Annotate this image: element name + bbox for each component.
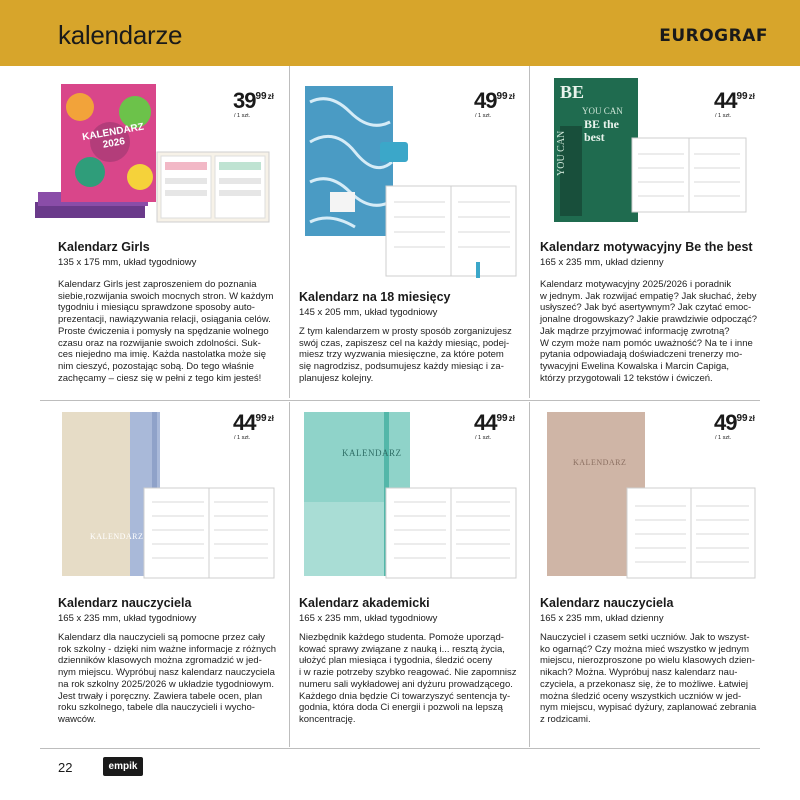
product-description	[540, 279, 765, 384]
cover-text: KALENDARZ	[573, 458, 627, 467]
desc-line: na rok szkolny 2025/2026 w układzie tygodniowym.	[58, 678, 274, 690]
product-title: Kalendarz Girls	[58, 240, 150, 254]
desc-line: Kalendarz motywacyjny 2025/2026 i poradnik	[540, 279, 732, 290]
cover-word: YOU CAN	[556, 130, 567, 176]
column-divider	[289, 66, 290, 398]
product-spec: 165 x 235 mm, układ tygodniowy	[58, 613, 197, 624]
page-header	[0, 0, 800, 66]
product-spec: 165 x 235 mm, układ dzienny	[540, 257, 664, 268]
product-title: Kalendarz na 18 miesięcy	[299, 290, 451, 304]
desc-line: jonalne drogowskazy? Jakie prawdziwie odpocząć?	[540, 314, 758, 326]
price-currency: zł	[267, 92, 274, 101]
page-title: kalendarze	[58, 20, 183, 50]
desc-line: Kalendarz Girls jest zaproszeniem do poznania	[58, 279, 257, 290]
price-unit: / 1 szt.	[234, 435, 251, 441]
desc-line: i w razie potrzeby szybko reagować. Nie zapomnisz	[299, 667, 517, 679]
desc-line: koncentrację.	[299, 713, 356, 725]
cover-text: KALENDARZ	[90, 532, 144, 541]
desc-line: czyciela, a przekonasz się, że to możliwe. Łatwiej	[540, 678, 749, 690]
desc-line: którzy przygotowali 12 tekstów i ćwiczeń.	[540, 372, 713, 384]
desc-line: dzienników klasowych można zgromadzić w jed-	[58, 655, 262, 667]
desc-line: ko ogarnąć? Czy można mieć wszystko w jednym	[540, 643, 750, 655]
product-title: Kalendarz nauczyciela	[58, 596, 192, 610]
product-title: Kalendarz akademicki	[299, 596, 430, 610]
price-currency: zł	[267, 414, 274, 423]
price-integer: 44	[474, 410, 497, 435]
price-tag	[233, 412, 274, 442]
price-tag	[474, 90, 515, 120]
product-description	[58, 279, 278, 384]
price-currency: zł	[508, 414, 515, 423]
cover-word: BE	[560, 82, 585, 102]
price-integer: 49	[474, 88, 497, 113]
price-integer: 49	[714, 410, 737, 435]
desc-line: w jednym. Jak rozwijać empatię? Jak słuchać, żeby	[540, 290, 757, 302]
desc-line: Jest trwały i poręczny. Zawiera tabele ocen, plan	[58, 690, 263, 702]
product-spec: 165 x 235 mm, układ tygodniowy	[299, 613, 438, 624]
desc-line: wawców.	[58, 713, 97, 725]
price-integer: 44	[233, 410, 256, 435]
cover-word: YOU CAN	[582, 106, 623, 116]
product-description	[299, 632, 524, 726]
desc-line: nym miejscu, wypisać dyżury, zaplanować zebrania	[540, 702, 757, 714]
desc-line: Z tym kalendarzem w prosty sposób zorganizujesz	[299, 326, 512, 337]
price-tag	[714, 90, 755, 120]
cover-text: KALENDARZ	[342, 448, 402, 458]
desc-line: można śledzić oceny wszystkich uczniów w jed-	[540, 690, 742, 702]
desc-line: kować sprawy związane z nauką i... resztą życia,	[299, 643, 505, 655]
desc-line: rok szkolny - dzięki nim ważne informacje z różnych	[58, 643, 277, 655]
desc-line: pytania odpowiadają doświadczeni trenerzy mo-	[540, 349, 743, 361]
price-unit: / 1 szt.	[715, 435, 732, 441]
desc-line: W czym może nam pomóc uważność? Na te i inne	[540, 337, 753, 349]
desc-line: usłyszeć? Jak być asertywnym? Jak czytać emoc-	[540, 302, 752, 314]
empik-logo: empik	[103, 757, 143, 776]
row-divider	[40, 748, 760, 749]
desc-line: miejscu, nierozproszone po wielu klasowych dzien-	[540, 655, 755, 667]
price-unit: / 1 szt.	[715, 113, 732, 119]
desc-line: tywacyjni Ewelina Kowalska i Marcin Capiga,	[540, 360, 730, 372]
desc-line: nikach? Można. Wypróbuj nasz kalendarz nau-	[540, 667, 738, 679]
price-decimal: 99	[496, 91, 508, 102]
desc-line: numeru sali wykładowej ani dyżuru prowadzącego.	[299, 678, 513, 690]
cover-word: BE the best	[584, 117, 620, 144]
product-spec: 165 x 235 mm, układ dzienny	[540, 613, 664, 624]
price-tag	[474, 412, 515, 442]
product-spec: 135 x 175 mm, układ tygodniowy	[58, 257, 197, 268]
price-decimal: 99	[496, 413, 508, 424]
price-decimal: 99	[255, 413, 267, 424]
price-currency: zł	[508, 92, 515, 101]
desc-line: Każdego dnia będzie Ci towarzyszyć sentencja ty-	[299, 690, 511, 702]
desc-line: siebie,rozwijania swoich mocnych stron. W każdym	[58, 290, 274, 302]
girls-cover-text: KALENDARZ 2026	[81, 121, 145, 151]
row-divider	[40, 400, 760, 401]
desc-line: ces niejedno ma imię. Każda nastolatka może się	[58, 349, 267, 361]
desc-line: ułożyć plan miesiąca i tygodnia, śledzić oceny	[299, 655, 493, 667]
price-decimal: 99	[736, 413, 748, 424]
desc-line: roku szkolnego, tabele dla nauczycieli i wycho-	[58, 702, 255, 714]
product-description	[540, 632, 765, 726]
price-tag	[714, 412, 755, 442]
desc-line: Niezbędnik każdego studenta. Pomoże uporząd-	[299, 632, 504, 643]
price-decimal: 99	[255, 91, 267, 102]
price-currency: zł	[748, 414, 755, 423]
eurograf-logo	[659, 26, 768, 46]
price-integer: 39	[233, 88, 256, 113]
product-title: Kalendarz nauczyciela	[540, 596, 674, 610]
desc-line: miesz trzy wyzwania miesięczne, za które potem	[299, 349, 504, 361]
desc-line: tygodniu i miesiącu sprawdzone sposoby auto-	[58, 302, 255, 314]
desc-line: zachęcamy – ciesz się w pełni z tego kim jesteś!	[58, 372, 262, 384]
price-tag	[233, 90, 274, 120]
product-title: Kalendarz motywacyjny Be the best	[540, 240, 753, 254]
desc-line: się nagrodzisz, podsumujesz każdy miesiąc i za-	[299, 361, 504, 373]
desc-line: Jak mądrze przyjmować informację zwrotną?	[540, 325, 730, 337]
desc-line: godnia, która doda Ci energii i pozwoli na lepszą	[299, 702, 503, 714]
product-spec: 145 x 205 mm, układ tygodniowy	[299, 307, 438, 318]
page-number: 22	[58, 760, 73, 775]
brand-name: EUROGRAF	[659, 26, 768, 46]
desc-line: nym miejscu. Wypróbuj nasz kalendarz nauczyciela	[58, 667, 275, 679]
desc-line: nim cieszyć, pozostając sobą. Do tego właśnie	[58, 360, 254, 372]
desc-line: Proste ćwiczenia i pomysły na spędzanie wolnego	[58, 325, 269, 337]
price-unit: / 1 szt.	[234, 113, 251, 119]
desc-line: swój czas, zapiszesz cel na każdy miesiąc, podej-	[299, 337, 510, 349]
product-description	[58, 632, 283, 726]
price-unit: / 1 szt.	[475, 113, 492, 119]
desc-line: planujesz kolejny.	[299, 372, 374, 384]
product-description	[299, 326, 524, 385]
desc-line: prezentacji, nawiązywania relacji, osiągania celów.	[58, 314, 271, 326]
price-currency: zł	[748, 92, 755, 101]
column-divider	[529, 66, 530, 398]
desc-line: czasu oraz na rozwijanie swoich zdolności. Suk-	[58, 337, 261, 349]
desc-line: Nauczyciel i czasem setki uczniów. Jak to wszyst-	[540, 632, 750, 643]
column-divider	[289, 402, 290, 747]
price-integer: 44	[714, 88, 737, 113]
price-unit: / 1 szt.	[475, 435, 492, 441]
column-divider	[529, 402, 530, 747]
price-decimal: 99	[736, 91, 748, 102]
desc-line: z rodzicami.	[540, 713, 591, 725]
desc-line: Kalendarz dla nauczycieli są pomocne przez cały	[58, 632, 265, 643]
